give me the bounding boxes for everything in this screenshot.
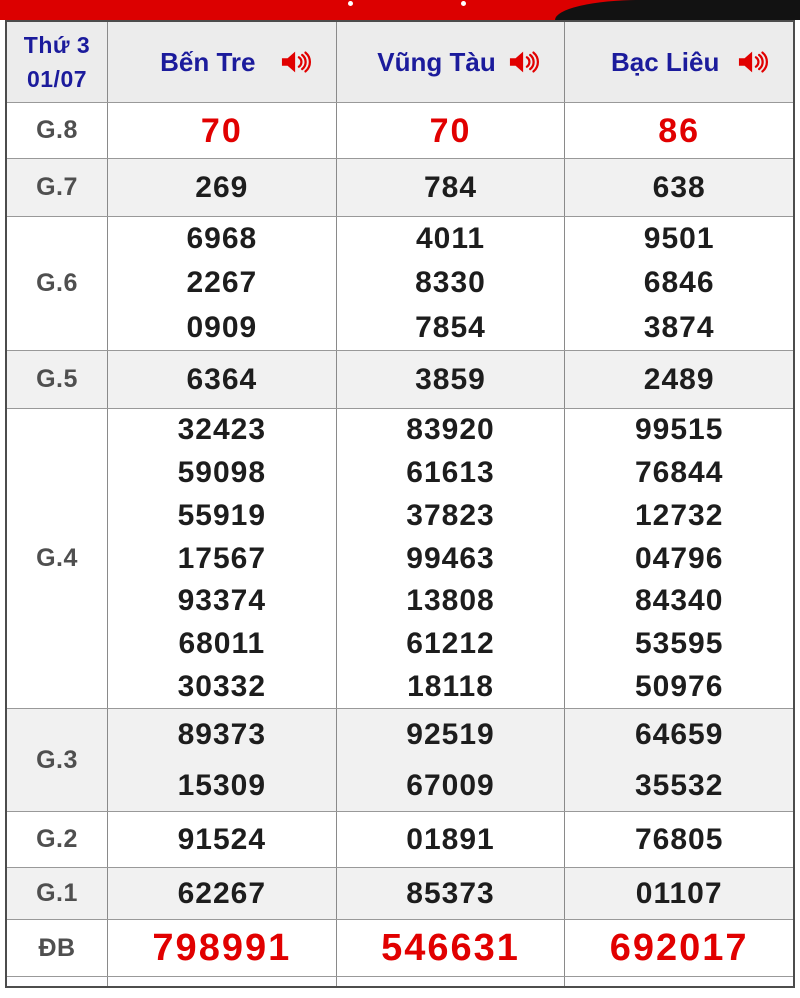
result-cell (336, 868, 565, 919)
result-cell (336, 920, 565, 976)
result-number: 64659 (634, 717, 724, 751)
result-number: 13808 (406, 584, 495, 618)
result-cell (564, 920, 793, 976)
result-cell (564, 351, 793, 408)
prize-row-g4 (7, 408, 793, 708)
result-number: 3859 (415, 362, 486, 396)
prize-row-g2 (7, 811, 793, 867)
result-number: 76844 (634, 456, 724, 490)
draw-weekday: Thứ 3 (23, 31, 91, 58)
prize-label: G.5 (36, 365, 78, 393)
draw-date-cell (7, 22, 107, 102)
station-header-vung-tau (336, 22, 565, 102)
empty-cell (107, 977, 336, 986)
draw-date: 01/07 (26, 66, 88, 92)
prize-label: ĐB (38, 933, 76, 962)
result-cell (336, 812, 565, 867)
result-number: 8330 (415, 266, 486, 300)
prize-row-g5 (7, 350, 793, 408)
prize-label: G.2 (36, 825, 78, 853)
result-number: 692017 (609, 927, 749, 969)
speaker-icon[interactable] (508, 48, 542, 76)
result-cell (564, 217, 793, 350)
result-number: 32423 (177, 413, 267, 447)
result-cell (336, 351, 565, 408)
prize-row-db (7, 919, 793, 976)
prize-row-g1 (7, 867, 793, 919)
result-number: 0909 (186, 310, 258, 344)
prize-label: G.4 (36, 544, 78, 572)
banner-dot (461, 1, 466, 6)
result-number: 6846 (643, 266, 715, 300)
result-number: 86 (658, 111, 701, 150)
station-name[interactable]: Bến Tre (160, 46, 256, 77)
result-cell (564, 103, 793, 158)
prize-label: G.6 (36, 269, 78, 297)
result-number: 76805 (634, 822, 724, 856)
empty-cell (564, 977, 793, 986)
banner-bar-dark-segment (555, 0, 800, 20)
result-number: 67009 (406, 768, 495, 802)
result-number: 4011 (415, 222, 486, 256)
result-number: 59098 (177, 456, 267, 490)
result-number: 62267 (177, 876, 267, 910)
result-number: 638 (652, 170, 706, 204)
result-cell (564, 868, 793, 919)
result-cell (107, 217, 336, 350)
station-header-ben-tre (107, 22, 336, 102)
result-number: 798991 (152, 927, 292, 969)
empty-cell (7, 977, 107, 986)
prize-label: G.3 (36, 745, 78, 774)
empty-cell (336, 977, 565, 986)
speaker-icon[interactable] (280, 48, 314, 76)
result-number: 6968 (186, 222, 258, 256)
result-number: 70 (429, 111, 472, 150)
result-number: 784 (423, 170, 478, 204)
result-cell (564, 709, 793, 811)
banner-dot (348, 1, 353, 6)
prize-label: G.8 (36, 116, 78, 144)
banner-bar (0, 0, 800, 20)
prize-label: G.1 (36, 879, 78, 907)
result-number: 01891 (406, 822, 495, 856)
result-number: 85373 (406, 876, 495, 910)
station-name[interactable]: Vũng Tàu (377, 46, 496, 77)
prize-row-g3 (7, 708, 793, 811)
result-cell (336, 159, 565, 216)
result-number: 89373 (177, 717, 267, 751)
result-number: 99515 (634, 413, 724, 447)
speaker-icon[interactable] (737, 48, 771, 76)
result-cell (336, 217, 565, 350)
result-cell (336, 709, 565, 811)
result-cell (107, 351, 336, 408)
result-number: 7854 (415, 310, 486, 344)
result-number: 55919 (177, 498, 267, 532)
result-cell (107, 103, 336, 158)
result-number: 2267 (186, 266, 258, 300)
result-number: 17567 (177, 541, 267, 575)
result-number: 37823 (406, 498, 495, 532)
next-row-partial (7, 976, 793, 986)
results-table (5, 20, 795, 988)
result-cell (107, 920, 336, 976)
result-number: 92519 (406, 717, 495, 751)
result-number: 12732 (634, 498, 724, 532)
prize-row-g6 (7, 216, 793, 350)
result-number: 70 (200, 111, 243, 150)
result-number: 3874 (643, 310, 715, 344)
result-cell (336, 409, 565, 708)
result-number: 04796 (634, 541, 724, 575)
result-number: 99463 (406, 541, 495, 575)
result-number: 2489 (643, 362, 715, 396)
result-cell (107, 812, 336, 867)
result-number: 68011 (178, 626, 266, 660)
result-number: 84340 (634, 584, 724, 618)
station-header-bac-lieu (564, 22, 793, 102)
result-cell (107, 409, 336, 708)
result-number: 18118 (407, 669, 494, 703)
result-number: 91524 (177, 822, 267, 856)
result-number: 15309 (177, 768, 267, 802)
result-number: 35532 (634, 768, 724, 802)
result-cell (107, 868, 336, 919)
result-cell (564, 409, 793, 708)
result-number: 30332 (177, 669, 267, 703)
result-number: 61613 (406, 456, 495, 490)
result-number: 6364 (186, 362, 258, 396)
result-number: 269 (195, 170, 249, 204)
result-number: 61212 (406, 626, 495, 660)
result-cell (564, 159, 793, 216)
prize-label: G.7 (36, 173, 78, 201)
result-cell (107, 159, 336, 216)
result-number: 53595 (634, 626, 724, 660)
station-name[interactable]: Bạc Liêu (610, 46, 720, 77)
result-number: 50976 (634, 669, 724, 703)
result-cell (336, 103, 565, 158)
result-number: 83920 (406, 413, 495, 447)
table-header-row (7, 22, 793, 102)
result-number: 01107 (635, 876, 723, 910)
result-cell (564, 812, 793, 867)
result-number: 9501 (643, 222, 715, 256)
result-number: 546631 (381, 927, 520, 969)
result-number: 93374 (177, 584, 267, 618)
prize-row-g8 (7, 102, 793, 158)
result-cell (107, 709, 336, 811)
prize-row-g7 (7, 158, 793, 216)
